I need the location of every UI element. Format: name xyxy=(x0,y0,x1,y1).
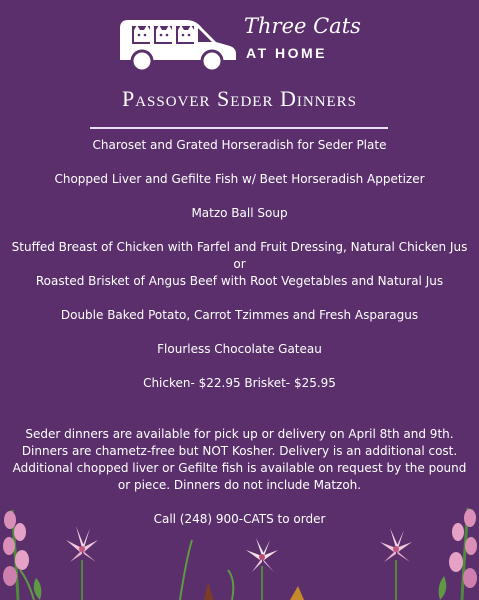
brand-name: Three Cats xyxy=(244,14,361,38)
menu-item: Flourless Chocolate Gateau xyxy=(157,342,322,356)
floral-border-illustration xyxy=(0,500,479,600)
notice-paragraph: Seder dinners are available for pick up or delivery on April 8th and 9th. Dinners are chametz-free but NOT Kosher. Delivery is an additional cost. Additional chopped liver or Gefilte fish is available on request by the pound or piece. Dinners do not include Matzoh. xyxy=(12,427,467,492)
menu-item: Matzo Ball Soup xyxy=(191,206,288,220)
menu-item: Roasted Brisket of Angus Beef with Root Vegetables and Natural Jus xyxy=(35,274,444,288)
price-line: Chicken- $22.95 Brisket- $25.95 xyxy=(143,376,336,390)
menu-item: Double Baked Potato, Carrot Tzimmes and Fresh Asparagus xyxy=(60,308,419,322)
menu-item: Chopped Liver and Gefilte Fish w/ Beet Horseradish Appetizer xyxy=(54,172,425,186)
van-with-cats-icon xyxy=(116,12,238,72)
order-contact: Call (248) 900-CATS to order xyxy=(153,512,326,526)
menu-item: Stuffed Breast of Chicken with Farfel and Fruit Dressing, Natural Chicken Jus xyxy=(11,240,468,254)
brand-tagline: AT HOME xyxy=(246,45,328,61)
menu-item: Charoset and Grated Horseradish for Seder Plate xyxy=(92,138,387,152)
brand-logo xyxy=(116,12,366,72)
title-divider xyxy=(90,127,388,129)
menu-title: Passover Seder Dinners xyxy=(121,86,358,111)
menu-item-or: or xyxy=(233,257,246,271)
